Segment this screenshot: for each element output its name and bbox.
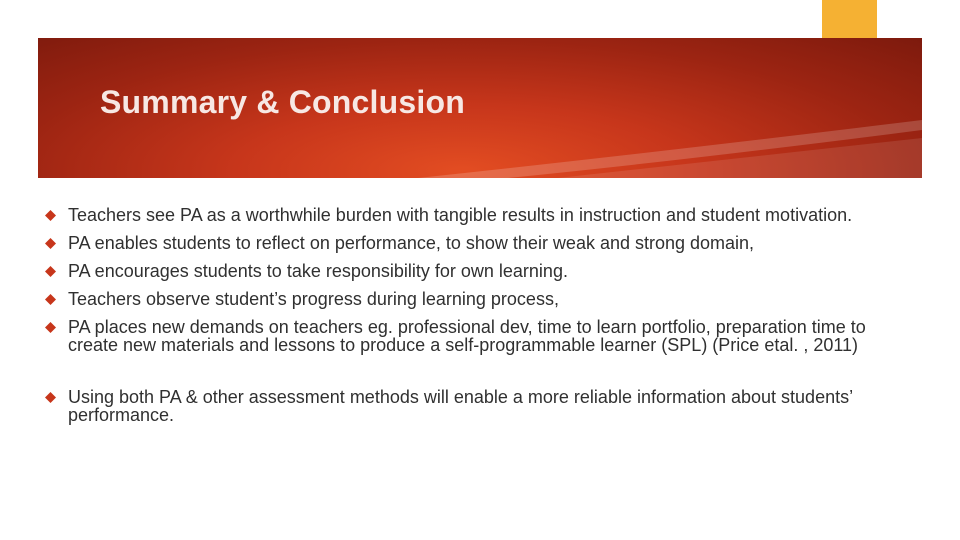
bullet-text: Using both PA & other assessment methods will enable a more reliable information about students’ performance. (68, 387, 853, 425)
bullet-list (42, 206, 902, 434)
bullet-item (42, 388, 902, 424)
diamond-bullet-icon (45, 266, 56, 277)
bullet-item (42, 290, 902, 308)
bullet-item (42, 234, 902, 252)
slide-title: Summary & Conclusion (100, 84, 465, 120)
diamond-bullet-icon (45, 294, 56, 305)
diamond-bullet-icon (45, 392, 56, 403)
bullet-item (42, 206, 902, 224)
bullet-item (42, 262, 902, 280)
diamond-bullet-icon (45, 210, 56, 221)
bullet-text: Teachers observe student’s progress during learning process, (68, 289, 559, 309)
bullet-text: PA encourages students to take responsibility for own learning. (68, 261, 568, 281)
bullet-text: PA enables students to reflect on performance, to show their weak and strong domain, (68, 233, 755, 253)
bullet-item (42, 318, 902, 354)
diamond-bullet-icon (45, 238, 56, 249)
bullet-text: Teachers see PA as a worthwhile burden with tangible results in instruction and student motivation. (68, 205, 853, 225)
diamond-bullet-icon (45, 322, 56, 333)
bullet-text: PA places new demands on teachers eg. professional dev, time to learn portfolio, preparation time to create new materials and lessons to produce a self-programmable learner (SPL) (Price etal. , 2011) (68, 317, 866, 355)
